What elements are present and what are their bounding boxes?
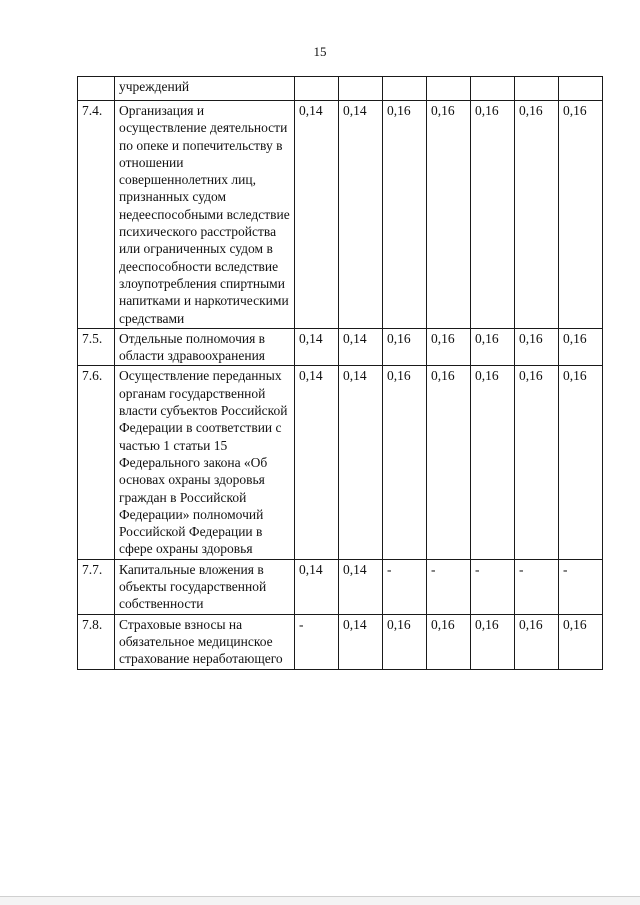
value-cell: - [295,614,339,669]
value-cell: 0,16 [383,101,427,329]
value-cell: 0,16 [559,614,603,669]
value-cell: 0,16 [515,366,559,559]
table-row [78,559,603,614]
value-cell: 0,16 [515,614,559,669]
row-number: 7.5. [78,328,115,366]
row-number: 7.8. [78,614,115,669]
allocation-table [77,76,603,670]
value-cell: 0,14 [295,328,339,366]
value-cell [339,77,383,101]
row-description: Страховые взносы на обязательное медицинское страхование неработающего [115,614,295,669]
table-body [78,77,603,670]
value-cell: 0,16 [427,101,471,329]
value-cell: 0,16 [427,328,471,366]
value-cell: 0,16 [515,328,559,366]
value-cell: 0,16 [383,614,427,669]
value-cell [559,77,603,101]
value-cell: 0,14 [295,101,339,329]
value-cell: 0,14 [339,101,383,329]
value-cell: - [515,559,559,614]
value-cell: - [559,559,603,614]
value-cell: - [383,559,427,614]
value-cell [471,77,515,101]
row-description: Организация и осуществление деятельности по опеке и попечительству в отношении совершеннолетних лиц, признанных судом недееспособными вследствие психического расстройства или ограниченных судом в дееспособности вследствие злоупотребления спиртными напитками и наркотическими средствами [115,101,295,329]
value-cell: 0,14 [339,328,383,366]
value-cell: 0,16 [427,366,471,559]
value-cell: 0,14 [339,366,383,559]
value-cell: 0,16 [471,366,515,559]
value-cell: 0,16 [383,328,427,366]
value-cell: 0,16 [559,101,603,329]
value-cell: 0,14 [295,366,339,559]
value-cell: 0,16 [515,101,559,329]
table-row [78,366,603,559]
value-cell [515,77,559,101]
table-row [78,328,603,366]
table-row [78,77,603,101]
value-cell: 0,16 [471,614,515,669]
row-number: 7.7. [78,559,115,614]
value-cell: 0,16 [471,328,515,366]
value-cell [427,77,471,101]
row-description: Осуществление переданных органам государственной власти субъектов Российской Федерации в соответствии с частью 1 статьи 15 Федерального закона «Об основах охраны здоровья граждан в Российской Федерации» полномочий Российской Федерации в сфере охраны здоровья [115,366,295,559]
value-cell: 0,16 [559,366,603,559]
value-cell: 0,14 [339,614,383,669]
page-number: 15 [313,44,327,59]
value-cell: - [471,559,515,614]
value-cell: 0,14 [295,559,339,614]
value-cell [383,77,427,101]
scan-bottom-edge [0,896,640,905]
row-number: 7.6. [78,366,115,559]
value-cell: 0,14 [339,559,383,614]
row-number [78,77,115,101]
value-cell: 0,16 [471,101,515,329]
row-description: Капитальные вложения в объекты государственной собственности [115,559,295,614]
row-description: учреждений [115,77,295,101]
value-cell: 0,16 [383,366,427,559]
value-cell: 0,16 [559,328,603,366]
row-description: Отдельные полномочия в области здравоохранения [115,328,295,366]
row-number: 7.4. [78,101,115,329]
table-row [78,101,603,329]
value-cell: 0,16 [427,614,471,669]
value-cell [295,77,339,101]
table-row [78,614,603,669]
value-cell: - [427,559,471,614]
